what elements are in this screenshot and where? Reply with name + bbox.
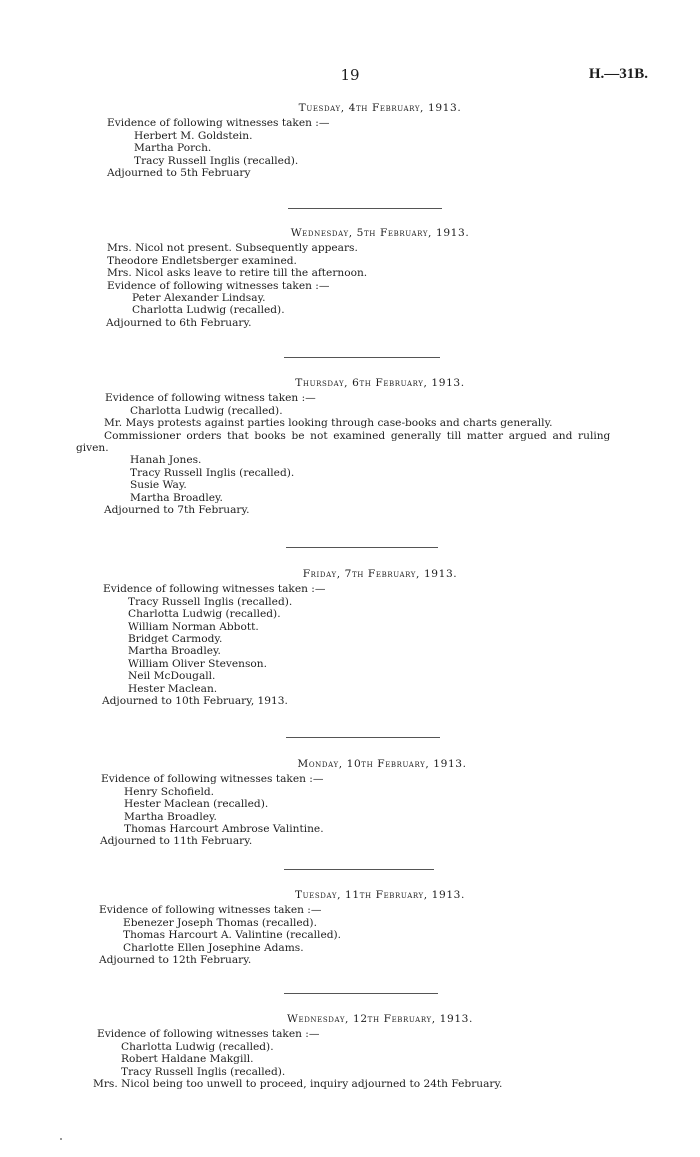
entry-monday-10th	[0, 758, 700, 848]
entry-line: Evidence of following witnesses taken :—	[97, 1028, 320, 1041]
entry-tuesday-4th	[0, 102, 700, 179]
section-divider	[284, 357, 440, 358]
entry-line: Evidence of following witnesses taken :—	[99, 904, 322, 917]
witness-name: Hanah Jones.	[130, 454, 202, 467]
entry-closing: Adjourned to 5th February	[107, 167, 251, 180]
entry-closing: Adjourned to 6th February.	[106, 316, 252, 329]
page-number: 19	[340, 66, 360, 84]
entry-wednesday-12th	[0, 1013, 700, 1090]
witness-name: Peter Alexander Lindsay.	[132, 292, 266, 305]
witness-name: Susie Way.	[130, 479, 187, 492]
section-divider	[284, 869, 434, 870]
witness-name: Neil McDougall.	[128, 670, 216, 683]
entry-paragraph: Commissioner orders that books be not examined generally till matter argued and ruling	[104, 429, 611, 442]
witness-name: Martha Broadley.	[130, 491, 223, 504]
witness-name: Tracy Russell Inglis (recalled).	[130, 466, 295, 479]
witness-name: William Norman Abbott.	[128, 620, 259, 633]
entry-thursday-6th	[0, 377, 700, 516]
entry-friday-7th	[0, 568, 700, 707]
entry-date: Tuesday, 11th February, 1913.	[295, 889, 465, 901]
witness-name: Henry Schofield.	[124, 785, 215, 798]
section-divider	[288, 208, 442, 209]
witness-name: Tracy Russell Inglis (recalled).	[128, 595, 293, 608]
entry-closing: Adjourned to 11th February.	[100, 835, 253, 848]
scan-speck	[60, 1138, 62, 1140]
entry-date: Thursday, 6th February, 1913.	[295, 377, 465, 389]
witness-name: Charlotta Ludwig (recalled).	[128, 608, 281, 621]
entry-closing: Adjourned to 12th February.	[99, 954, 252, 967]
entry-line: Evidence of following witnesses taken :—	[107, 279, 330, 292]
entry-date: Wednesday, 5th February, 1913.	[290, 227, 470, 239]
entry-closing: Adjourned to 10th February, 1913.	[102, 695, 288, 708]
section-divider	[284, 993, 438, 994]
witness-name: Hester Maclean.	[128, 682, 218, 695]
witness-name: Charlotta Ludwig (recalled).	[132, 304, 285, 317]
entry-line: Evidence of following witnesses taken :—	[107, 117, 330, 130]
section-divider	[286, 547, 438, 548]
entry-closing: Mrs. Nicol being too unwell to proceed, inquiry adjourned to 24th February.	[93, 1078, 503, 1091]
entry-line: Mrs. Nicol not present. Subsequently appears.	[107, 242, 358, 255]
entry-wednesday-5th	[0, 227, 700, 329]
entry-date: Friday, 7th February, 1913.	[302, 568, 458, 580]
entry-line: Theodore Endletsberger examined.	[107, 254, 297, 267]
witness-name: Thomas Harcourt A. Valintine (recalled).	[123, 929, 341, 942]
entry-line: Mr. Mays protests against parties looking through case-books and charts generally.	[104, 417, 553, 430]
witness-name: Martha Broadley.	[124, 810, 217, 823]
witness-name: Martha Porch.	[134, 142, 212, 155]
witness-name: Robert Haldane Makgill.	[121, 1053, 254, 1066]
witness-name: Charlotte Ellen Josephine Adams.	[123, 941, 304, 954]
entry-closing: Adjourned to 7th February.	[104, 504, 250, 517]
entry-line: Evidence of following witness taken :—	[105, 392, 316, 405]
witness-name: Charlotta Ludwig (recalled).	[130, 404, 283, 417]
entry-paragraph-continued: given.	[76, 442, 109, 455]
witness-name: William Oliver Stevenson.	[128, 657, 267, 670]
witness-name: Tracy Russell Inglis (recalled).	[134, 154, 299, 167]
witness-name: Martha Broadley.	[128, 645, 221, 658]
entry-line: Evidence of following witnesses taken :—	[103, 583, 326, 596]
entry-date: Tuesday, 4th February, 1913.	[298, 102, 462, 114]
witness-name: Hester Maclean (recalled).	[124, 798, 269, 811]
witness-name: Charlotta Ludwig (recalled).	[121, 1040, 274, 1053]
entry-date: Monday, 10th February, 1913.	[297, 758, 467, 770]
entry-line: Evidence of following witnesses taken :—	[101, 773, 324, 786]
witness-name: Bridget Carmody.	[128, 633, 223, 646]
entry-line: Mrs. Nicol asks leave to retire till the afternoon.	[107, 267, 368, 280]
entry-tuesday-11th	[0, 889, 700, 966]
section-divider	[286, 737, 440, 738]
document-reference: H.—31B.	[588, 66, 648, 82]
witness-name: Herbert M. Goldstein.	[134, 129, 253, 142]
witness-name: Tracy Russell Inglis (recalled).	[121, 1065, 286, 1078]
entry-date: Wednesday, 12th February, 1913.	[287, 1013, 473, 1025]
witness-name: Ebenezer Joseph Thomas (recalled).	[123, 916, 317, 929]
witness-name: Thomas Harcourt Ambrose Valintine.	[124, 823, 324, 836]
